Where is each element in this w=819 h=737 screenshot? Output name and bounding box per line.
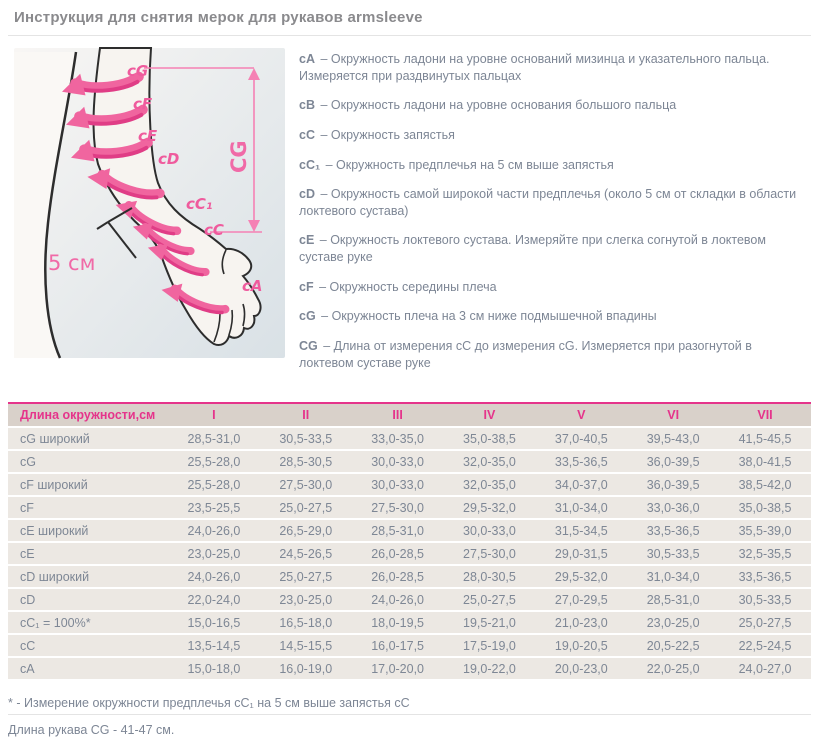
size-range-cell: 28,5-30,5 (260, 451, 352, 472)
five-cm-label: 5 см (48, 251, 96, 275)
size-range-cell: 30,5-33,5 (260, 428, 352, 449)
footnote-asterisk: * - Измерение окружности предплечья cC₁ на 5 см выше запястья cC (8, 696, 410, 711)
size-range-cell: 28,5-31,0 (168, 428, 260, 449)
row-label: cF широкий (8, 474, 168, 495)
measurement-term: cG (299, 309, 316, 324)
row-label: cD (8, 589, 168, 610)
table-row (8, 497, 811, 518)
size-range-cell: 22,5-24,5 (719, 635, 811, 656)
size-range-cell: 35,0-38,5 (444, 428, 536, 449)
measurement-text: – Окружность локтевого сустава. Измеряйте при слегка согнутой в локтевом суставе руке (299, 233, 766, 264)
size-range-cell: 17,0-20,0 (352, 658, 444, 679)
measurement-description (299, 51, 805, 84)
measurement-term: cD (299, 187, 315, 202)
size-range-cell: 19,0-22,0 (444, 658, 536, 679)
size-range-cell: 26,0-28,5 (352, 566, 444, 587)
measurement-text: – Окружность запястья (316, 127, 455, 142)
ce-band-label: cE (138, 127, 158, 145)
size-range-cell: 33,5-36,5 (719, 566, 811, 587)
size-range-cell: 36,0-39,5 (627, 451, 719, 472)
size-range-cell: 22,0-24,0 (168, 589, 260, 610)
size-range-cell: 38,5-42,0 (719, 474, 811, 495)
table-row (8, 451, 811, 472)
size-range-cell: 19,0-20,5 (535, 635, 627, 656)
size-range-cell: 37,0-40,5 (535, 428, 627, 449)
measurement-description (299, 157, 805, 174)
size-range-cell: 23,5-25,5 (168, 497, 260, 518)
size-range-cell: 27,5-30,0 (260, 474, 352, 495)
size-range-cell: 24,5-26,5 (260, 543, 352, 564)
measurement-term: cC₁ (299, 157, 321, 172)
size-range-cell: 32,0-35,0 (444, 451, 536, 472)
row-label: cG широкий (8, 428, 168, 449)
size-range-cell: 34,0-37,0 (535, 474, 627, 495)
column-header-size: III (352, 402, 444, 426)
size-range-cell: 35,0-38,5 (719, 497, 811, 518)
size-range-cell: 31,5-34,5 (535, 520, 627, 541)
cc1-band-label: cC₁ (186, 195, 213, 213)
size-range-cell: 29,5-32,0 (535, 566, 627, 587)
row-label: cG (8, 451, 168, 472)
size-range-cell: 23,0-25,0 (168, 543, 260, 564)
size-range-cell: 32,5-35,5 (719, 543, 811, 564)
measurement-text: – Окружность самой широкой части предплечья (около 5 см от складки в области локтевого сустава) (299, 187, 797, 218)
measurement-description (299, 338, 805, 371)
size-range-cell: 38,0-41,5 (719, 451, 811, 472)
size-range-cell: 30,0-33,0 (352, 474, 444, 495)
table-row (8, 520, 811, 541)
column-header-size: V (535, 402, 627, 426)
table-row (8, 635, 811, 656)
size-range-cell: 16,0-19,0 (260, 658, 352, 679)
size-range-cell: 14,5-15,5 (260, 635, 352, 656)
arm-diagram-svg (14, 48, 285, 358)
row-label: cD широкий (8, 566, 168, 587)
row-label: cE (8, 543, 168, 564)
size-range-cell: 29,5-32,0 (444, 497, 536, 518)
measurement-descriptions (299, 48, 811, 384)
size-range-cell: 21,0-23,0 (535, 612, 627, 633)
size-range-cell: 36,0-39,5 (627, 474, 719, 495)
size-range-cell: 25,0-27,5 (260, 566, 352, 587)
row-label: cC₁ = 100%* (8, 612, 168, 633)
row-label: cA (8, 658, 168, 679)
ca-band-label: cA (242, 277, 263, 295)
size-range-cell: 29,0-31,5 (535, 543, 627, 564)
table-row (8, 428, 811, 449)
content-area (14, 48, 811, 384)
table-row (8, 658, 811, 679)
footnote-sleeve-length: Длина рукава CG - 41-47 см. (8, 723, 175, 737)
size-range-cell: 27,5-30,0 (352, 497, 444, 518)
size-range-cell: 35,5-39,0 (719, 520, 811, 541)
column-header-size: VI (627, 402, 719, 426)
size-range-cell: 31,0-34,0 (535, 497, 627, 518)
size-range-cell: 41,5-45,5 (719, 428, 811, 449)
size-range-cell: 39,5-43,0 (627, 428, 719, 449)
measurement-text: – Окружность ладони на уровне основания большого пальца (316, 98, 677, 113)
row-label: cE широкий (8, 520, 168, 541)
size-range-cell: 30,5-33,5 (719, 589, 811, 610)
measurement-text: – Окружность предплечья на 5 см выше запястья (322, 157, 614, 172)
size-range-cell: 30,0-33,0 (352, 451, 444, 472)
measurement-term: CG (299, 338, 318, 353)
size-table-body (8, 428, 811, 679)
size-range-cell: 24,0-26,0 (168, 566, 260, 587)
size-table-header (8, 402, 811, 426)
table-row (8, 543, 811, 564)
size-range-cell: 20,0-23,0 (535, 658, 627, 679)
measurement-term: cC (299, 127, 315, 142)
cd-band-label: cD (158, 150, 180, 168)
size-range-cell: 17,5-19,0 (444, 635, 536, 656)
size-range-cell: 22,0-25,0 (627, 658, 719, 679)
size-range-cell: 25,5-28,0 (168, 474, 260, 495)
measurement-text: – Окружность ладони на уровне оснований мизинца и указательного пальца. Измеряется при раздвинутых пальцах (299, 52, 770, 83)
column-header-size: I (168, 402, 260, 426)
column-header-size: IV (444, 402, 536, 426)
measurement-text: – Окружность плеча на 3 см ниже подмышечной впадины (317, 309, 657, 324)
column-header-size: VII (719, 402, 811, 426)
table-row (8, 474, 811, 495)
size-range-cell: 30,5-33,5 (627, 543, 719, 564)
measurement-text: – Длина от измерения cC до измерения cG. Измеряется при разогнутой в локтевом суставе руке (299, 338, 752, 370)
measurement-term: cA (299, 52, 315, 66)
measurement-description (299, 232, 805, 265)
size-range-cell: 13,5-14,5 (168, 635, 260, 656)
size-range-cell: 16,5-18,0 (260, 612, 352, 633)
size-range-cell: 26,0-28,5 (352, 543, 444, 564)
column-header-label: Длина окружности,см (8, 402, 168, 426)
size-range-cell: 15,0-16,5 (168, 612, 260, 633)
size-range-cell: 24,0-27,0 (719, 658, 811, 679)
measurement-text: – Окружность середины плеча (315, 279, 497, 294)
cf-band-label: cF (133, 95, 153, 113)
size-range-cell: 20,5-22,5 (627, 635, 719, 656)
size-range-cell: 33,5-36,5 (535, 451, 627, 472)
size-range-cell: 33,0-36,0 (627, 497, 719, 518)
size-range-cell: 33,5-36,5 (627, 520, 719, 541)
measurement-description (299, 308, 805, 325)
size-range-cell: 32,0-35,0 (444, 474, 536, 495)
measurement-term: cB (299, 98, 315, 113)
measurement-diagram (14, 48, 285, 358)
size-range-cell: 23,0-25,0 (627, 612, 719, 633)
table-row (8, 612, 811, 633)
size-range-cell: 16,0-17,5 (352, 635, 444, 656)
cc-band-label: cC (204, 221, 224, 239)
measurement-description (299, 279, 805, 296)
size-range-cell: 24,0-26,0 (168, 520, 260, 541)
cg-length-label: CG (227, 140, 251, 173)
size-range-cell: 25,0-27,5 (260, 497, 352, 518)
table-row (8, 589, 811, 610)
row-label: cC (8, 635, 168, 656)
measurement-term: cE (299, 233, 315, 248)
size-range-cell: 30,0-33,0 (444, 520, 536, 541)
size-range-cell: 27,5-30,0 (444, 543, 536, 564)
size-range-cell: 28,0-30,5 (444, 566, 536, 587)
size-table (8, 400, 811, 681)
title-bar (8, 0, 811, 36)
size-range-cell: 15,0-18,0 (168, 658, 260, 679)
cg-band-label: cG (127, 62, 149, 80)
measurement-description (299, 127, 805, 144)
measurement-term: cF (299, 279, 314, 294)
size-range-cell: 23,0-25,0 (260, 589, 352, 610)
size-range-cell: 25,0-27,5 (444, 589, 536, 610)
size-range-cell: 27,0-29,5 (535, 589, 627, 610)
size-range-cell: 26,5-29,0 (260, 520, 352, 541)
size-range-cell: 28,5-31,0 (352, 520, 444, 541)
column-header-size: II (260, 402, 352, 426)
size-range-cell: 25,0-27,5 (719, 612, 811, 633)
footnotes (8, 696, 811, 737)
size-table-header-row (8, 402, 811, 426)
size-range-cell: 18,0-19,5 (352, 612, 444, 633)
size-range-cell: 31,0-34,0 (627, 566, 719, 587)
measurement-description (299, 186, 805, 219)
table-row (8, 566, 811, 587)
bottom-divider (8, 714, 811, 715)
size-range-cell: 24,0-26,0 (352, 589, 444, 610)
size-range-cell: 33,0-35,0 (352, 428, 444, 449)
row-label: cF (8, 497, 168, 518)
page-title: Инструкция для снятия мерок для рукавов armsleeve (14, 9, 423, 26)
measurement-description (299, 97, 805, 114)
size-range-cell: 19,5-21,0 (444, 612, 536, 633)
size-range-cell: 28,5-31,0 (627, 589, 719, 610)
size-range-cell: 25,5-28,0 (168, 451, 260, 472)
